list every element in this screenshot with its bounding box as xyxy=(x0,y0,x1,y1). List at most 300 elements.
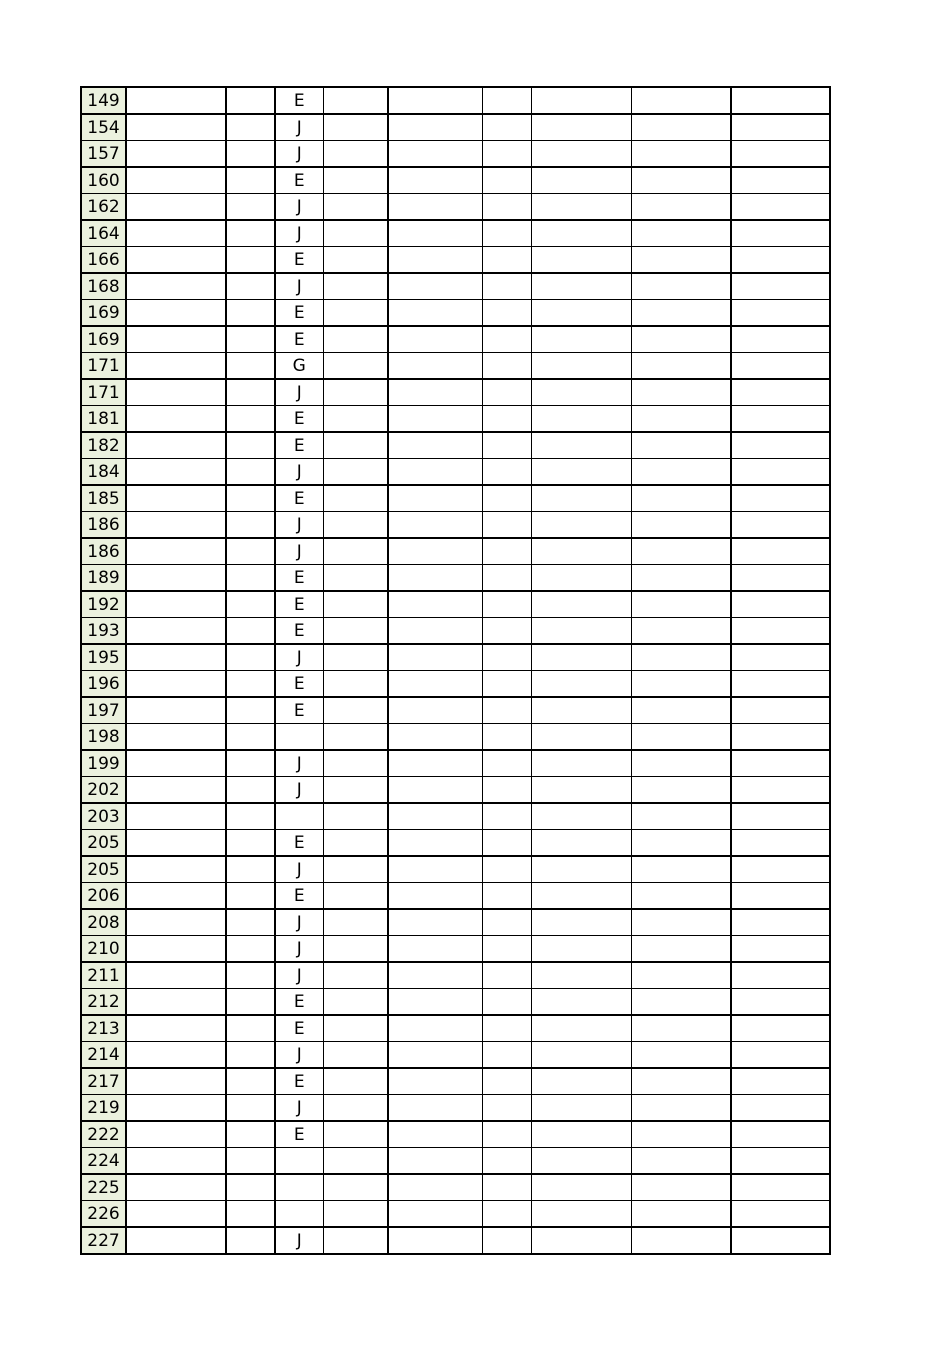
empty-cell[interactable] xyxy=(731,856,830,883)
empty-cell[interactable] xyxy=(531,459,631,486)
code-cell[interactable]: J xyxy=(275,273,323,300)
empty-cell[interactable] xyxy=(126,432,226,459)
empty-cell[interactable] xyxy=(531,883,631,910)
empty-cell[interactable] xyxy=(631,962,731,989)
empty-cell[interactable] xyxy=(482,697,531,724)
empty-cell[interactable] xyxy=(731,697,830,724)
empty-cell[interactable] xyxy=(126,883,226,910)
empty-cell[interactable] xyxy=(226,803,275,830)
empty-cell[interactable] xyxy=(631,565,731,592)
code-cell[interactable]: J xyxy=(275,141,323,168)
empty-cell[interactable] xyxy=(388,1201,482,1228)
empty-cell[interactable] xyxy=(226,565,275,592)
empty-cell[interactable] xyxy=(388,856,482,883)
empty-cell[interactable] xyxy=(323,459,388,486)
empty-cell[interactable] xyxy=(482,485,531,512)
empty-cell[interactable] xyxy=(731,459,830,486)
empty-cell[interactable] xyxy=(731,300,830,327)
row-number-cell[interactable]: 171 xyxy=(81,353,126,380)
empty-cell[interactable] xyxy=(631,1042,731,1069)
empty-cell[interactable] xyxy=(388,724,482,751)
empty-cell[interactable] xyxy=(126,671,226,698)
empty-cell[interactable] xyxy=(388,379,482,406)
empty-cell[interactable] xyxy=(482,883,531,910)
empty-cell[interactable] xyxy=(388,194,482,221)
empty-cell[interactable] xyxy=(226,1015,275,1042)
empty-cell[interactable] xyxy=(482,326,531,353)
empty-cell[interactable] xyxy=(731,1095,830,1122)
empty-cell[interactable] xyxy=(126,1042,226,1069)
empty-cell[interactable] xyxy=(388,989,482,1016)
code-cell[interactable]: J xyxy=(275,1227,323,1254)
empty-cell[interactable] xyxy=(531,644,631,671)
empty-cell[interactable] xyxy=(126,697,226,724)
empty-cell[interactable] xyxy=(388,247,482,274)
empty-cell[interactable] xyxy=(631,1095,731,1122)
empty-cell[interactable] xyxy=(731,591,830,618)
empty-cell[interactable] xyxy=(388,167,482,194)
empty-cell[interactable] xyxy=(731,803,830,830)
empty-cell[interactable] xyxy=(531,1174,631,1201)
empty-cell[interactable] xyxy=(631,379,731,406)
empty-cell[interactable] xyxy=(126,750,226,777)
code-cell[interactable]: J xyxy=(275,1095,323,1122)
empty-cell[interactable] xyxy=(226,194,275,221)
code-cell[interactable]: E xyxy=(275,671,323,698)
empty-cell[interactable] xyxy=(388,1015,482,1042)
empty-cell[interactable] xyxy=(482,1068,531,1095)
empty-cell[interactable] xyxy=(531,247,631,274)
code-cell[interactable]: J xyxy=(275,220,323,247)
empty-cell[interactable] xyxy=(226,777,275,804)
code-cell[interactable]: E xyxy=(275,830,323,857)
empty-cell[interactable] xyxy=(126,1227,226,1254)
empty-cell[interactable] xyxy=(482,432,531,459)
empty-cell[interactable] xyxy=(731,1015,830,1042)
empty-cell[interactable] xyxy=(531,591,631,618)
empty-cell[interactable] xyxy=(731,1227,830,1254)
code-cell[interactable]: J xyxy=(275,909,323,936)
empty-cell[interactable] xyxy=(388,1174,482,1201)
empty-cell[interactable] xyxy=(226,724,275,751)
empty-cell[interactable] xyxy=(226,300,275,327)
code-cell[interactable]: E xyxy=(275,565,323,592)
empty-cell[interactable] xyxy=(482,1201,531,1228)
empty-cell[interactable] xyxy=(388,1068,482,1095)
empty-cell[interactable] xyxy=(631,167,731,194)
empty-cell[interactable] xyxy=(226,962,275,989)
empty-cell[interactable] xyxy=(323,1042,388,1069)
row-number-cell[interactable]: 168 xyxy=(81,273,126,300)
empty-cell[interactable] xyxy=(482,671,531,698)
empty-cell[interactable] xyxy=(226,247,275,274)
empty-cell[interactable] xyxy=(126,644,226,671)
code-cell[interactable] xyxy=(275,1174,323,1201)
empty-cell[interactable] xyxy=(731,141,830,168)
row-number-cell[interactable]: 149 xyxy=(81,87,126,114)
empty-cell[interactable] xyxy=(388,565,482,592)
empty-cell[interactable] xyxy=(531,830,631,857)
empty-cell[interactable] xyxy=(731,114,830,141)
code-cell[interactable]: J xyxy=(275,936,323,963)
empty-cell[interactable] xyxy=(226,220,275,247)
empty-cell[interactable] xyxy=(531,1201,631,1228)
empty-cell[interactable] xyxy=(323,750,388,777)
empty-cell[interactable] xyxy=(531,353,631,380)
code-cell[interactable] xyxy=(275,724,323,751)
empty-cell[interactable] xyxy=(226,512,275,539)
empty-cell[interactable] xyxy=(126,591,226,618)
empty-cell[interactable] xyxy=(531,379,631,406)
empty-cell[interactable] xyxy=(323,273,388,300)
empty-cell[interactable] xyxy=(531,909,631,936)
empty-cell[interactable] xyxy=(323,777,388,804)
empty-cell[interactable] xyxy=(388,671,482,698)
code-cell[interactable]: E xyxy=(275,247,323,274)
empty-cell[interactable] xyxy=(323,856,388,883)
empty-cell[interactable] xyxy=(323,1095,388,1122)
empty-cell[interactable] xyxy=(631,671,731,698)
empty-cell[interactable] xyxy=(731,326,830,353)
empty-cell[interactable] xyxy=(731,1121,830,1148)
empty-cell[interactable] xyxy=(482,856,531,883)
empty-cell[interactable] xyxy=(731,830,830,857)
empty-cell[interactable] xyxy=(323,644,388,671)
row-number-cell[interactable]: 212 xyxy=(81,989,126,1016)
row-number-cell[interactable]: 203 xyxy=(81,803,126,830)
empty-cell[interactable] xyxy=(126,141,226,168)
empty-cell[interactable] xyxy=(226,936,275,963)
empty-cell[interactable] xyxy=(482,538,531,565)
empty-cell[interactable] xyxy=(323,1121,388,1148)
empty-cell[interactable] xyxy=(388,1227,482,1254)
empty-cell[interactable] xyxy=(226,538,275,565)
empty-cell[interactable] xyxy=(631,300,731,327)
empty-cell[interactable] xyxy=(631,803,731,830)
empty-cell[interactable] xyxy=(531,803,631,830)
empty-cell[interactable] xyxy=(226,830,275,857)
empty-cell[interactable] xyxy=(731,167,830,194)
code-cell[interactable] xyxy=(275,1201,323,1228)
empty-cell[interactable] xyxy=(631,697,731,724)
empty-cell[interactable] xyxy=(388,883,482,910)
empty-cell[interactable] xyxy=(226,1095,275,1122)
empty-cell[interactable] xyxy=(323,909,388,936)
empty-cell[interactable] xyxy=(731,777,830,804)
empty-cell[interactable] xyxy=(531,618,631,645)
empty-cell[interactable] xyxy=(226,1174,275,1201)
code-cell[interactable]: E xyxy=(275,432,323,459)
empty-cell[interactable] xyxy=(323,220,388,247)
empty-cell[interactable] xyxy=(388,1121,482,1148)
empty-cell[interactable] xyxy=(731,618,830,645)
row-number-cell[interactable]: 213 xyxy=(81,1015,126,1042)
empty-cell[interactable] xyxy=(631,247,731,274)
empty-cell[interactable] xyxy=(126,326,226,353)
empty-cell[interactable] xyxy=(531,273,631,300)
empty-cell[interactable] xyxy=(531,87,631,114)
code-cell[interactable]: E xyxy=(275,300,323,327)
empty-cell[interactable] xyxy=(531,697,631,724)
code-cell[interactable]: J xyxy=(275,114,323,141)
empty-cell[interactable] xyxy=(388,644,482,671)
row-number-cell[interactable]: 192 xyxy=(81,591,126,618)
empty-cell[interactable] xyxy=(531,326,631,353)
empty-cell[interactable] xyxy=(631,724,731,751)
empty-cell[interactable] xyxy=(482,989,531,1016)
empty-cell[interactable] xyxy=(226,856,275,883)
empty-cell[interactable] xyxy=(631,1068,731,1095)
empty-cell[interactable] xyxy=(482,1227,531,1254)
row-number-cell[interactable]: 199 xyxy=(81,750,126,777)
empty-cell[interactable] xyxy=(226,485,275,512)
empty-cell[interactable] xyxy=(482,167,531,194)
empty-cell[interactable] xyxy=(731,1148,830,1175)
empty-cell[interactable] xyxy=(323,671,388,698)
empty-cell[interactable] xyxy=(323,379,388,406)
empty-cell[interactable] xyxy=(631,194,731,221)
row-number-cell[interactable]: 184 xyxy=(81,459,126,486)
empty-cell[interactable] xyxy=(482,750,531,777)
empty-cell[interactable] xyxy=(126,459,226,486)
empty-cell[interactable] xyxy=(631,538,731,565)
empty-cell[interactable] xyxy=(731,379,830,406)
empty-cell[interactable] xyxy=(631,883,731,910)
row-number-cell[interactable]: 169 xyxy=(81,326,126,353)
empty-cell[interactable] xyxy=(126,247,226,274)
empty-cell[interactable] xyxy=(631,141,731,168)
empty-cell[interactable] xyxy=(226,883,275,910)
empty-cell[interactable] xyxy=(388,697,482,724)
empty-cell[interactable] xyxy=(731,273,830,300)
empty-cell[interactable] xyxy=(531,167,631,194)
empty-cell[interactable] xyxy=(482,379,531,406)
empty-cell[interactable] xyxy=(323,432,388,459)
empty-cell[interactable] xyxy=(323,1227,388,1254)
row-number-cell[interactable]: 222 xyxy=(81,1121,126,1148)
empty-cell[interactable] xyxy=(731,220,830,247)
empty-cell[interactable] xyxy=(226,1148,275,1175)
empty-cell[interactable] xyxy=(226,644,275,671)
code-cell[interactable]: E xyxy=(275,1015,323,1042)
empty-cell[interactable] xyxy=(323,1068,388,1095)
empty-cell[interactable] xyxy=(631,591,731,618)
empty-cell[interactable] xyxy=(482,247,531,274)
empty-cell[interactable] xyxy=(226,618,275,645)
empty-cell[interactable] xyxy=(323,1015,388,1042)
empty-cell[interactable] xyxy=(323,1148,388,1175)
empty-cell[interactable] xyxy=(631,1201,731,1228)
empty-cell[interactable] xyxy=(731,1042,830,1069)
row-number-cell[interactable]: 169 xyxy=(81,300,126,327)
code-cell[interactable]: E xyxy=(275,406,323,433)
row-number-cell[interactable]: 186 xyxy=(81,512,126,539)
empty-cell[interactable] xyxy=(126,353,226,380)
empty-cell[interactable] xyxy=(323,803,388,830)
empty-cell[interactable] xyxy=(226,406,275,433)
empty-cell[interactable] xyxy=(631,644,731,671)
empty-cell[interactable] xyxy=(482,830,531,857)
row-number-cell[interactable]: 197 xyxy=(81,697,126,724)
empty-cell[interactable] xyxy=(323,406,388,433)
empty-cell[interactable] xyxy=(388,114,482,141)
empty-cell[interactable] xyxy=(631,936,731,963)
empty-cell[interactable] xyxy=(126,87,226,114)
empty-cell[interactable] xyxy=(482,114,531,141)
row-number-cell[interactable]: 226 xyxy=(81,1201,126,1228)
empty-cell[interactable] xyxy=(731,1201,830,1228)
empty-cell[interactable] xyxy=(226,114,275,141)
row-number-cell[interactable]: 157 xyxy=(81,141,126,168)
empty-cell[interactable] xyxy=(226,1201,275,1228)
empty-cell[interactable] xyxy=(388,1148,482,1175)
empty-cell[interactable] xyxy=(323,618,388,645)
empty-cell[interactable] xyxy=(126,485,226,512)
empty-cell[interactable] xyxy=(388,512,482,539)
empty-cell[interactable] xyxy=(126,777,226,804)
empty-cell[interactable] xyxy=(226,379,275,406)
empty-cell[interactable] xyxy=(323,936,388,963)
row-number-cell[interactable]: 205 xyxy=(81,856,126,883)
row-number-cell[interactable]: 211 xyxy=(81,962,126,989)
row-number-cell[interactable]: 182 xyxy=(81,432,126,459)
code-cell[interactable]: G xyxy=(275,353,323,380)
row-number-cell[interactable]: 208 xyxy=(81,909,126,936)
empty-cell[interactable] xyxy=(226,273,275,300)
row-number-cell[interactable]: 189 xyxy=(81,565,126,592)
empty-cell[interactable] xyxy=(482,777,531,804)
empty-cell[interactable] xyxy=(126,936,226,963)
empty-cell[interactable] xyxy=(482,353,531,380)
empty-cell[interactable] xyxy=(126,379,226,406)
empty-cell[interactable] xyxy=(388,432,482,459)
empty-cell[interactable] xyxy=(631,512,731,539)
empty-cell[interactable] xyxy=(323,883,388,910)
empty-cell[interactable] xyxy=(126,512,226,539)
empty-cell[interactable] xyxy=(482,194,531,221)
empty-cell[interactable] xyxy=(323,167,388,194)
empty-cell[interactable] xyxy=(126,1095,226,1122)
empty-cell[interactable] xyxy=(323,565,388,592)
empty-cell[interactable] xyxy=(731,724,830,751)
code-cell[interactable]: J xyxy=(275,1042,323,1069)
empty-cell[interactable] xyxy=(323,512,388,539)
empty-cell[interactable] xyxy=(631,1227,731,1254)
empty-cell[interactable] xyxy=(482,565,531,592)
empty-cell[interactable] xyxy=(531,1148,631,1175)
empty-cell[interactable] xyxy=(631,220,731,247)
empty-cell[interactable] xyxy=(631,909,731,936)
empty-cell[interactable] xyxy=(388,406,482,433)
empty-cell[interactable] xyxy=(731,644,830,671)
row-number-cell[interactable]: 206 xyxy=(81,883,126,910)
empty-cell[interactable] xyxy=(631,618,731,645)
empty-cell[interactable] xyxy=(731,406,830,433)
empty-cell[interactable] xyxy=(531,432,631,459)
empty-cell[interactable] xyxy=(388,485,482,512)
empty-cell[interactable] xyxy=(226,591,275,618)
empty-cell[interactable] xyxy=(531,220,631,247)
code-cell[interactable]: E xyxy=(275,591,323,618)
empty-cell[interactable] xyxy=(531,1227,631,1254)
row-number-cell[interactable]: 210 xyxy=(81,936,126,963)
empty-cell[interactable] xyxy=(482,803,531,830)
empty-cell[interactable] xyxy=(323,1201,388,1228)
empty-cell[interactable] xyxy=(388,141,482,168)
empty-cell[interactable] xyxy=(126,273,226,300)
empty-cell[interactable] xyxy=(126,989,226,1016)
empty-cell[interactable] xyxy=(631,1148,731,1175)
empty-cell[interactable] xyxy=(631,485,731,512)
code-cell[interactable]: E xyxy=(275,485,323,512)
empty-cell[interactable] xyxy=(126,1174,226,1201)
code-cell[interactable]: J xyxy=(275,856,323,883)
empty-cell[interactable] xyxy=(731,485,830,512)
empty-cell[interactable] xyxy=(631,750,731,777)
empty-cell[interactable] xyxy=(731,512,830,539)
empty-cell[interactable] xyxy=(226,697,275,724)
empty-cell[interactable] xyxy=(631,273,731,300)
row-number-cell[interactable]: 160 xyxy=(81,167,126,194)
empty-cell[interactable] xyxy=(226,909,275,936)
empty-cell[interactable] xyxy=(482,936,531,963)
empty-cell[interactable] xyxy=(631,1015,731,1042)
empty-cell[interactable] xyxy=(226,141,275,168)
empty-cell[interactable] xyxy=(226,1068,275,1095)
row-number-cell[interactable]: 154 xyxy=(81,114,126,141)
empty-cell[interactable] xyxy=(323,114,388,141)
row-number-cell[interactable]: 214 xyxy=(81,1042,126,1069)
row-number-cell[interactable]: 162 xyxy=(81,194,126,221)
empty-cell[interactable] xyxy=(388,1042,482,1069)
empty-cell[interactable] xyxy=(388,618,482,645)
empty-cell[interactable] xyxy=(226,1121,275,1148)
empty-cell[interactable] xyxy=(731,353,830,380)
empty-cell[interactable] xyxy=(531,300,631,327)
empty-cell[interactable] xyxy=(126,1068,226,1095)
empty-cell[interactable] xyxy=(126,1148,226,1175)
empty-cell[interactable] xyxy=(731,1174,830,1201)
empty-cell[interactable] xyxy=(531,1121,631,1148)
empty-cell[interactable] xyxy=(731,750,830,777)
empty-cell[interactable] xyxy=(323,591,388,618)
empty-cell[interactable] xyxy=(531,671,631,698)
empty-cell[interactable] xyxy=(126,803,226,830)
empty-cell[interactable] xyxy=(531,750,631,777)
empty-cell[interactable] xyxy=(126,194,226,221)
empty-cell[interactable] xyxy=(126,962,226,989)
row-number-cell[interactable]: 202 xyxy=(81,777,126,804)
code-cell[interactable]: J xyxy=(275,750,323,777)
row-number-cell[interactable]: 225 xyxy=(81,1174,126,1201)
code-cell[interactable] xyxy=(275,1148,323,1175)
empty-cell[interactable] xyxy=(482,300,531,327)
empty-cell[interactable] xyxy=(226,167,275,194)
empty-cell[interactable] xyxy=(631,856,731,883)
empty-cell[interactable] xyxy=(323,300,388,327)
empty-cell[interactable] xyxy=(531,194,631,221)
empty-cell[interactable] xyxy=(531,1095,631,1122)
empty-cell[interactable] xyxy=(388,326,482,353)
empty-cell[interactable] xyxy=(388,1095,482,1122)
row-number-cell[interactable]: 205 xyxy=(81,830,126,857)
empty-cell[interactable] xyxy=(126,220,226,247)
empty-cell[interactable] xyxy=(631,989,731,1016)
empty-cell[interactable] xyxy=(388,220,482,247)
row-number-cell[interactable]: 166 xyxy=(81,247,126,274)
empty-cell[interactable] xyxy=(323,1174,388,1201)
empty-cell[interactable] xyxy=(731,1068,830,1095)
